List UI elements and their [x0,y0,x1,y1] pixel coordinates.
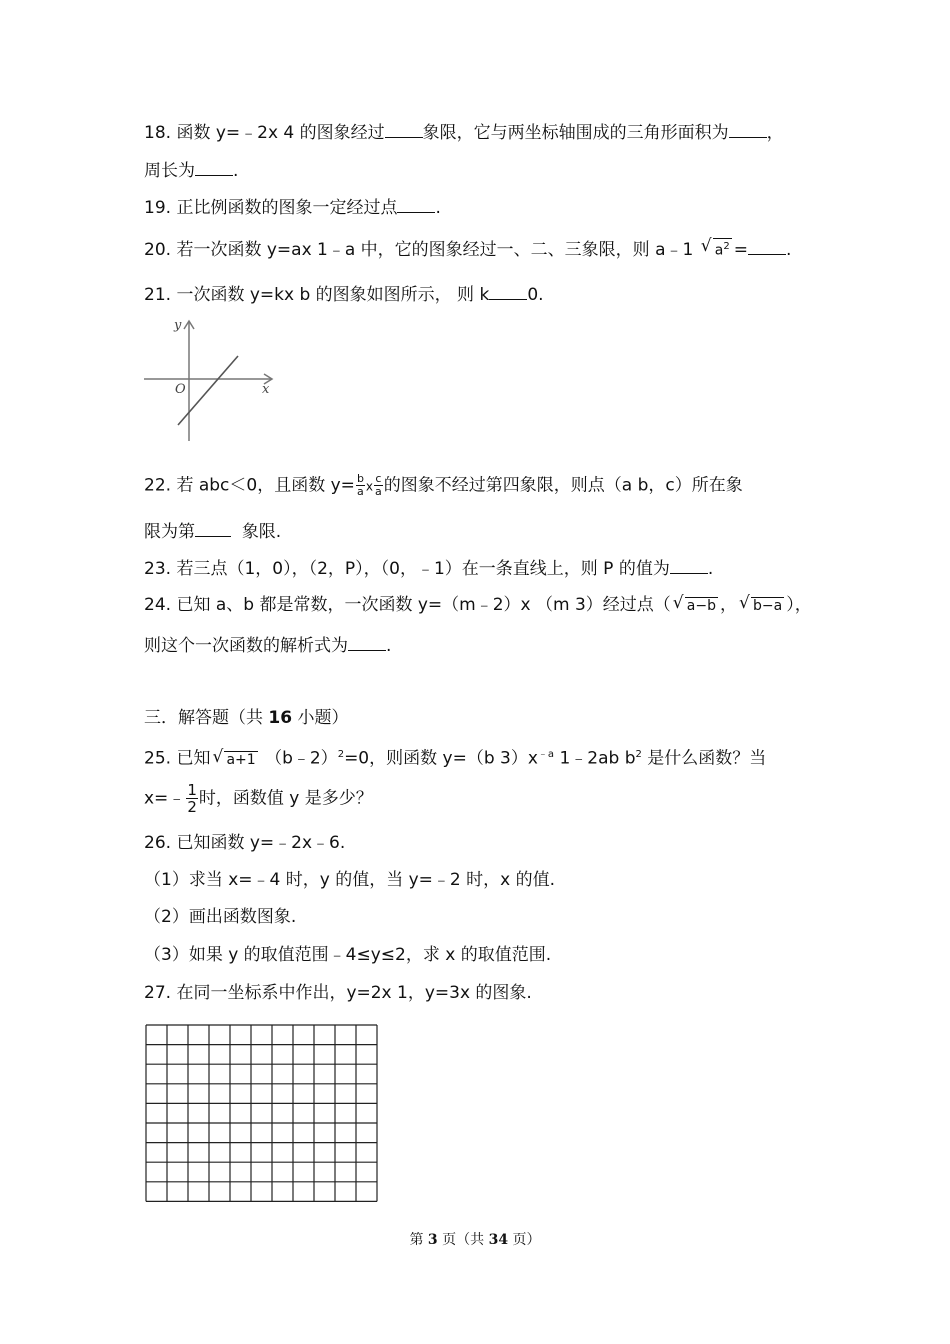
footer-total-pages: 34 [488,1232,509,1248]
question-27: 27. 在同一坐标系中作出，y=2x 1，y=3x 的图象. [144,983,532,1003]
q25-text-2: （b﹣2） [259,748,338,769]
graph-origin-label: O [175,382,186,397]
q18-text-3: ， [766,123,784,143]
q25-text-6: x=﹣ [144,788,186,809]
q18-blank-1[interactable] [385,121,423,138]
question-22-line-2 [144,520,281,543]
q22-f1-denominator: a [357,485,364,498]
question-21 [144,283,544,306]
question-26-part-3: （3）如果 y 的取值范围﹣4≤y≤2，求 x 的取值范围. [144,945,552,965]
q22-fraction-1 [356,473,365,498]
section3-count: 16 [268,708,293,728]
footer-text-2: 页（共 [437,1232,489,1248]
question-20 [144,238,791,262]
question-24-line-2 [144,634,391,657]
q18-blank-3[interactable] [195,159,233,176]
q18-text-2: 象限，它与两坐标轴围成的三角形面积为 [422,123,729,143]
question-25-line-1 [144,744,766,771]
q24-sqrt-1: √ a−b [672,593,716,614]
q22-text-3: 限为第 [144,522,195,542]
q24-text-4: . [386,636,392,656]
q24-text-2: ）， [786,595,812,615]
q25-fraction [186,782,198,815]
q25-sup-2: ﹣a [537,749,555,760]
question-23 [144,557,713,580]
q22-f1-numerator: b [356,472,364,485]
q23-text-2: . [707,559,714,579]
question-24-line-1 [144,594,812,617]
q20-sqrt: √ $a^2$ [700,236,730,259]
q24-radicand-1: a−b [686,598,716,614]
q25-sup-3: 2 [635,749,642,760]
q21-graph [140,315,280,445]
q20-radicand: a [714,243,724,259]
footer-text-3: 页） [508,1232,541,1248]
q22-x: x [365,479,374,494]
q18-text-4: 周长为 [144,161,195,181]
q24-text: 24. 已知 a、b 都是常数，一次函数 y=（m﹣2）x （m 3）经过点（ [144,595,671,615]
q18-blank-2[interactable] [729,121,767,138]
question-26-part-2: （2）画出函数图象. [144,907,297,927]
q24-blank[interactable] [348,634,386,651]
footer-page-number: 3 [427,1232,438,1248]
q22-text: 22. 若 abc＜0，且函数 y= [144,475,355,496]
q22-f2-numerator: c [375,472,382,485]
section-heading-3 [144,707,348,729]
question-26: 26. 已知函数 y=﹣2x﹣6. [144,833,346,853]
graph-y-label: y [174,318,182,333]
q21-text-2: 0. [527,285,544,305]
q25-text-7: 时，函数值 y 是多少？ [198,788,373,809]
q18-text: 18. 函数 y=﹣2x 4 的图象经过 [144,123,385,143]
question-18-line-1 [144,121,784,144]
q24-sqrt-2: √ b−a [739,593,783,614]
question-18-line-2 [144,159,238,182]
q20-text: 20. 若一次函数 y=ax 1﹣a 中，它的图象经过一、二、三象限，则 a﹣1 [144,240,694,260]
q21-blank[interactable] [489,283,527,300]
q22-blank[interactable] [195,520,231,537]
q25-text-3: =0，则函数 y=（b 3）x [344,748,538,769]
question-26-part-1: （1）求当 x=﹣4 时，y 的值，当 y=﹣2 时，x 的值. [144,870,556,890]
q23-text: 23. 若三点（1，0），（2，P），（0，﹣1）在一条直线上，则 P 的值为 [144,559,670,579]
graph-x-label: x [262,382,270,397]
q22-text-4: 象限. [241,522,282,542]
q25-text-4: 1﹣2ab b [554,748,636,769]
q20-blank[interactable] [748,238,786,255]
q20-equals: = [733,240,748,260]
graph-line [178,356,238,425]
q25-sqrt: √ a+1 [212,746,256,768]
q23-blank[interactable] [670,557,708,574]
q22-fraction-2 [374,473,383,498]
q25-text: 25. 已知 [144,748,211,769]
q25-text-5: 是什么函数？当 [641,748,767,769]
section3-text: 三．解答题（共 [144,708,269,728]
answer-grid [144,1023,378,1203]
q21-text: 21. 一次函数 y=kx b 的图象如图所示， 则 k [144,285,490,305]
q18-text-5: . [233,161,239,181]
q24-sep: ， [720,595,737,615]
q24-text-3: 则这个一次函数的解析式为 [144,636,348,656]
question-19 [144,196,441,219]
q25-sup-1: 2 [337,749,345,760]
q19-text-2: . [435,198,441,218]
q19-blank[interactable] [397,196,435,213]
q25-radicand: a+1 [226,751,256,768]
q20-exponent: 2 [723,241,730,253]
question-25-line-2 [144,782,373,815]
page-footer [0,1229,950,1249]
q19-text: 19. 正比例函数的图象一定经过点 [144,198,398,218]
q24-radicand-2: b−a [753,598,783,614]
q22-f2-denominator: a [375,485,382,498]
q25-frac-numerator: 1 [187,781,197,799]
q22-text-2: 的图象不经过第四象限，则点（a b，c）所在象 [383,475,743,496]
footer-text: 第 [409,1232,428,1248]
q20-text-2: . [785,240,792,260]
question-22-line-1 [144,473,743,498]
q25-frac-denominator: 2 [187,798,197,816]
section3-text-2: 小题） [292,708,349,728]
